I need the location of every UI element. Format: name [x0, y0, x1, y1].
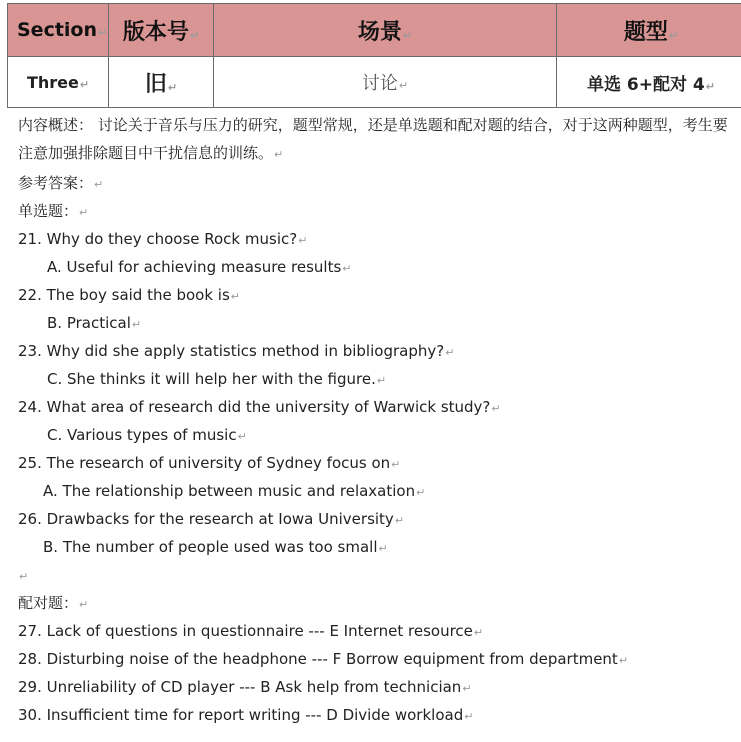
summary-paragraph: 内容概述： 讨论关于音乐与压力的研究，题型常规，还是单选题和配对题的结合，对于这两种题型，考生要注意加强排除题目中干扰信息的训练。↵ [18, 116, 728, 162]
value-cell-scene: 讨论↵ [214, 57, 557, 108]
answer-21: A. Useful for achieving measure results↵ [47, 258, 352, 276]
question-26: 26. Drawbacks for the research at Iowa University↵ [18, 510, 405, 528]
table-header-row [8, 4, 741, 57]
header-cell-section: Section↵ [8, 4, 109, 57]
answer-25: A. The relationship between music and relaxation↵ [43, 482, 426, 500]
matching-item-29: 29. Unreliability of CD player --- B Ask help from technician↵ [18, 678, 472, 696]
question-23: 23. Why did she apply statistics method in bibliography?↵ [18, 342, 455, 360]
answer-26: B. The number of people used was too small↵ [43, 538, 388, 556]
question-25: 25. The research of university of Sydney focus on↵ [18, 454, 401, 472]
value-cell-version: 旧↵ [109, 57, 214, 108]
matching-item-27: 27. Lack of questions in questionnaire --- E Internet resource↵ [18, 622, 484, 640]
question-22: 22. The boy said the book is↵ [18, 286, 241, 304]
table-value-row [8, 57, 741, 108]
answer-24: C. Various types of music↵ [47, 426, 247, 444]
question-24: 24. What area of research did the university of Warwick study?↵ [18, 398, 501, 416]
header-cell-question-type: 题型↵ [557, 4, 741, 57]
header-cell-scene: 场景↵ [214, 4, 557, 57]
blank-line: ↵ [19, 570, 29, 583]
info-table [7, 3, 741, 108]
document-body [18, 111, 733, 729]
matching-heading: 配对题：↵ [18, 594, 89, 612]
answer-23: C. She thinks it will help her with the figure.↵ [47, 370, 387, 388]
question-21: 21. Why do they choose Rock music?↵ [18, 230, 308, 248]
matching-item-28: 28. Disturbing noise of the headphone --- F Borrow equipment from department↵ [18, 650, 629, 668]
value-cell-question-type: 单选 6+配对 4↵ [557, 57, 741, 108]
single-choice-heading: 单选题：↵ [18, 202, 89, 220]
matching-item-30: 30. Insufficient time for report writing --- D Divide workload↵ [18, 706, 474, 724]
answer-heading: 参考答案：↵ [18, 174, 104, 192]
value-cell-section: Three↵ [8, 57, 109, 108]
answer-22: B. Practical↵ [47, 314, 142, 332]
header-cell-version: 版本号↵ [109, 4, 214, 57]
